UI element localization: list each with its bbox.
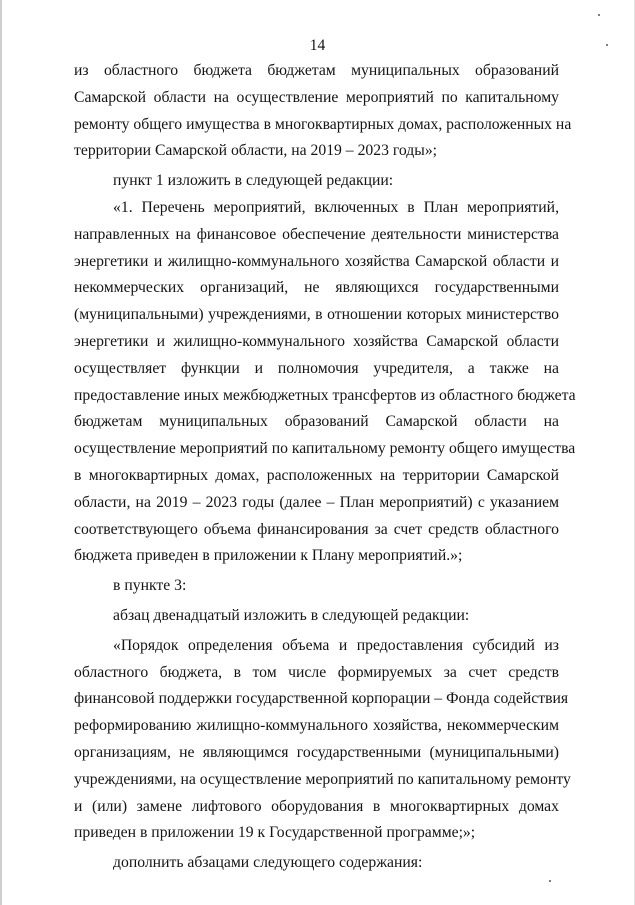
text-line: осуществляет функции и полномочия учредителя, а также на <box>74 359 559 377</box>
text-line: области, на 2019 – 2023 годы (далее – План мероприятий) с указанием <box>74 493 559 511</box>
text-line: организациям, не являющимся государственными (муниципальными) <box>74 743 559 761</box>
text-line: осуществление мероприятий по капитальному ремонту общего имущества <box>74 440 576 458</box>
text-line: (муниципальными) учреждениями, в отношении которых министерство <box>74 306 559 324</box>
document-body <box>74 58 576 877</box>
text-line: энергетики и жилищно-коммунального хозяйства Самарской области и <box>74 252 559 270</box>
text-line: в пункте 3: <box>113 577 187 595</box>
text-line: учреждениями, на осуществление мероприятий по капитальному ремонту <box>74 770 571 788</box>
text-line: дополнить абзацами следующего содержания: <box>113 854 423 872</box>
text-line: Самарской области на осуществление мероприятий по капитальному <box>74 88 559 106</box>
text-line: некоммерческих организаций, не являющихся государственными <box>74 279 559 297</box>
text-line: реформированию жилищно-коммунального хозяйства, некоммерческим <box>74 717 559 735</box>
text-line: и (или) замене лифтового оборудования в многоквартирных домах <box>74 797 559 815</box>
text-line: приведен в приложении 19 к Государственной программе;»; <box>74 824 476 842</box>
text-line: абзац двенадцатый изложить в следующей редакции: <box>113 606 470 624</box>
scan-edge-left <box>0 0 2 905</box>
text-line: предоставление иных межбюджетных трансфертов из областного бюджета <box>74 386 576 404</box>
text-line: «Порядок определения объема и предоставления субсидий из <box>113 636 559 654</box>
text-line: территории Самарской области, на 2019 – 2023 годы»; <box>74 142 438 160</box>
scan-speck <box>598 14 600 16</box>
text-line: бюджета приведен в приложении к Плану мероприятий.»; <box>74 547 463 565</box>
text-line: направленных на финансовое обеспечение деятельности министерства <box>74 225 559 243</box>
scan-speck <box>549 880 551 882</box>
page-number: 14 <box>309 37 326 54</box>
text-line: в многоквартирных домах, расположенных на территории Самарской <box>74 466 559 484</box>
text-line: из областного бюджета бюджетам муниципальных образований <box>74 62 559 79</box>
text-line: пункт 1 изложить в следующей редакции: <box>113 172 394 190</box>
text-line: бюджетам муниципальных образований Самарской области на <box>74 413 559 431</box>
text-line: областного бюджета, в том числе формируемых за счет средств <box>74 663 559 681</box>
text-line: «1. Перечень мероприятий, включенных в План мероприятий, <box>113 198 559 216</box>
text-line: энергетики и жилищно-коммунального хозяйства Самарской области <box>74 332 559 350</box>
text-line: финансовой поддержки государственной корпорации – Фонда содействия <box>74 690 569 708</box>
text-line: ремонту общего имущества в многоквартирных домах, расположенных на <box>74 115 572 133</box>
text-line: соответствующего объема финансирования за счет средств областного <box>74 520 559 538</box>
